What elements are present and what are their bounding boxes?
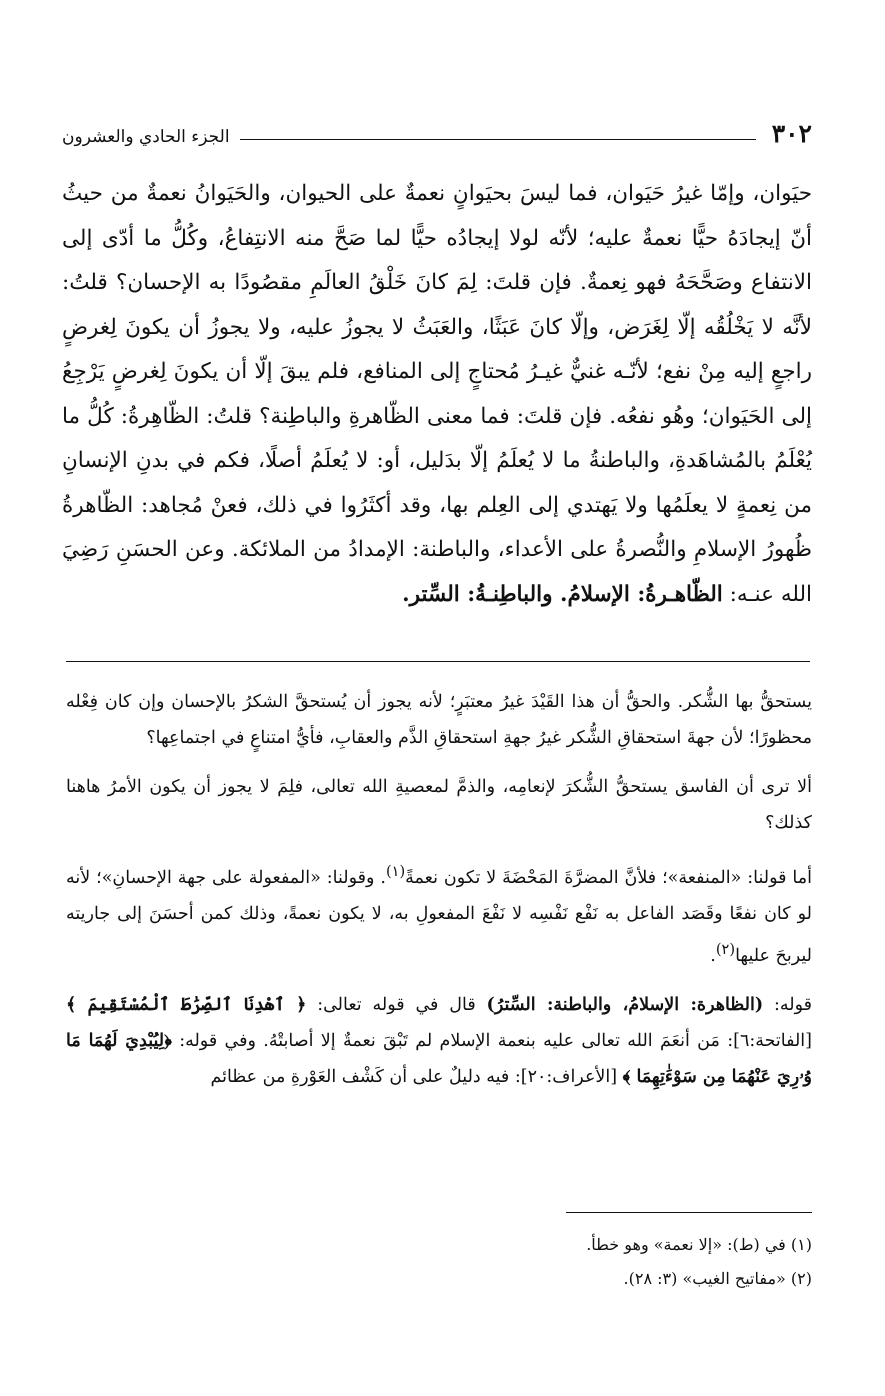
commentary-paragraph-3 <box>66 854 812 974</box>
header-rule <box>240 139 756 140</box>
footnote-rule <box>566 1212 812 1213</box>
commentary-text: . <box>710 945 716 966</box>
running-title: الجزء الحادي والعشرون <box>62 127 230 147</box>
page-number: ٣٠٢ <box>771 119 812 148</box>
main-text-bold-ending: الظّاهـرةُ: الإسلامُ. والباطِنـةُ: السِّتر. <box>402 581 723 607</box>
main-paragraph <box>62 172 812 617</box>
commentary-text: . وقولنا: «المفعولة على جهة الإحسانِ»؛ لأنه لو كان نفعًا وقَصَد الفاعل به نَفْع نَفْسِه لا نَفْعَ المفعولِ به، لا يكون نعمةً، وذلك كمن أحسَنَ إلى جاريته ليربحَ عليها <box>66 867 812 966</box>
commentary <box>66 684 812 1108</box>
commentary-paragraph-1: يستحقُّ بها الشُّكر. والحقُّ أن هذا القَيْدَ غيرُ معتبَرٍ؛ لأنه يجوز أن يُستحقَّ الشكرُ بالإحسان وإن كان فِعْله محظورًا؛ لأن جهةَ استحقاقِ الشُّكر غيرُ جهةِ استحقاقِ الذَّم والعقابِ، فأيُّ امتناعٍ في اجتماعِها؟ <box>66 692 812 748</box>
commentary-paragraph-4 <box>66 987 812 1095</box>
main-text <box>62 172 812 617</box>
quran-verse-1: ﴿ ٱهْدِنَا ٱلصِّرَٰطَ ٱلْمُسْتَقِيمَ ﴾ <box>66 994 307 1015</box>
footnotes <box>300 1228 812 1296</box>
commentary-text: أما قولنا: «المنفعة»؛ فلأنَّ المضرَّةَ المَحْضَةَ لا تكون نعمةً <box>405 867 812 888</box>
page-header <box>62 112 812 146</box>
quran-verse-2: ﴿لِيُبْدِيَ لَهُمَا مَا وُۥرِيَ عَنْهُمَا مِن سَوْءَٰتِهِمَا ﴾ <box>66 1030 812 1087</box>
footnote-2: (٢) «مفاتيح الغيب» (٣: ٢٨). <box>623 1269 812 1288</box>
commentary-text: قال في قوله تعالى: <box>306 994 487 1015</box>
commentary-label: قوله: <box>763 994 812 1015</box>
section-divider <box>66 661 810 662</box>
commentary-paragraph-2: ألا ترى أن الفاسق يستحقُّ الشُّكرَ لإنعامِه، والذمَّ لمعصيةِ الله تعالى، فلِمَ لا يجوز أن يكون الأمرُ هاهنا كذلك؟ <box>66 777 812 833</box>
footnote-ref-2: (٢) <box>715 940 736 958</box>
commentary-text: [الفاتحة:٦]: مَن أنعَمَ الله تعالى عليه بنعمة الإسلام لم تَبْقَ نعمةٌ إلا أصابتْهُ. وفي قوله: <box>171 1030 812 1051</box>
commentary-text: [الأعراف:٢٠]: فيه دليلٌ على أن كَشْف العَوْرةِ من عظائم <box>210 1066 623 1087</box>
footnote-ref-1: (١) <box>385 863 406 880</box>
commentary-quote: (الظاهرة: الإسلامُ، والباطنة: السِّترُ) <box>486 994 764 1015</box>
main-text-body: حيَوان، وإمّا غيرُ حَيَوان، فما ليسَ بحيَوانٍ نعمةٌ على الحيوان، والحَيَوانُ نعمةٌ من حيثُ أنّ إيجادَهُ حيًّا نعمةٌ عليه؛ لأنّه لولا إيجادُه حيًّا لما صَحَّ منه الانتِفاعُ، وكُلُّ ما أدّى إلى الانتفاع وصَحَّحَهُ فهو نِعمةٌ. فإن قلتَ: لِمَ كانَ خَلْقُ العالَمِ مقصُودًا به الإحسان؟ قلتُ: لأنَّه لا يَخْلُقُه إلّا لِغَرَض، وإلّا كانَ عَبَثًا، والعَبَثُ لا يجوزُ عليه، ولا يجوزُ أن يكونَ لِغرضٍ راجعٍ إليه مِنْ نفع؛ لأنّـه غنيٌّ غيـرُ مُحتاجٍ إلى المنافع، فلم يبقَ إلّا أن يكونَ لِغرضٍ يَرْجِعُ إلى الحَيَوان؛ وهُو نفعُه. فإن قلتَ: فما معنى الظّاهرةِ والباطِنة؟ قلتُ: الظّاهِرةُ: كُلُّ ما يُعْلَمُ بالمُشاهَدةِ، والباطنةُ ما لا يُعلَمُ إلّا بدَليل، أو: لا يُعلَمُ أصلًا، فكم في بدنِ الإنسانِ من نِعمةٍ لا يعلَمُها ولا يَهتدي إلى العِلم بها، وقد أكثَرُوا في ذلك، فعنْ مُجاهد: الظّاهرةُ ظُهورُ الإسلامِ والنُّصرةُ على الأعداء، والباطنة: الإمدادُ من الملائكة. وعن الحسَنِ رَضِيَ الله عنـه: <box>62 181 812 607</box>
footnote-1: (١) في (ط): «إلا نعمة» وهو خطأ. <box>586 1235 812 1254</box>
